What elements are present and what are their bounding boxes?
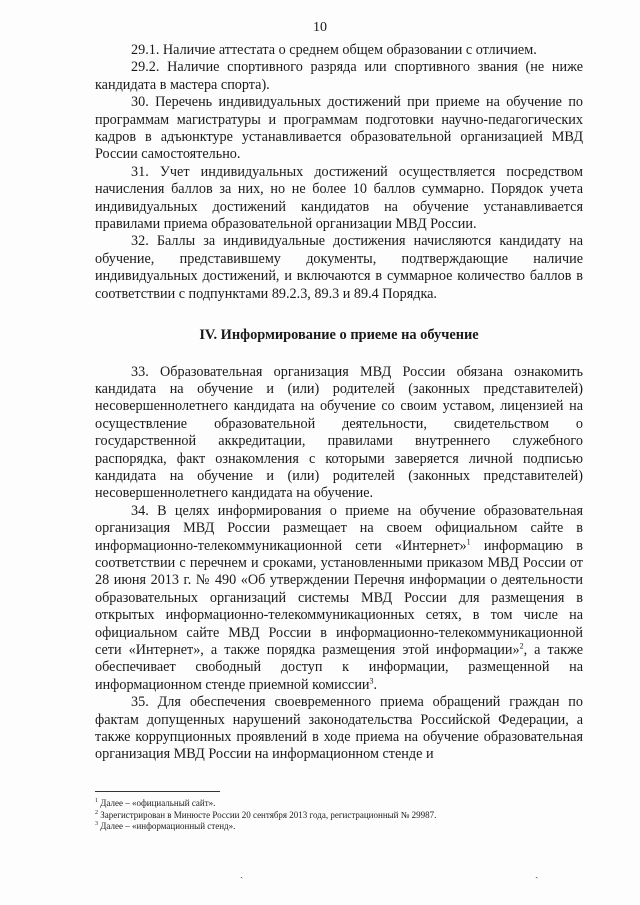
- paragraph-32: 32. Баллы за индивидуальные достижения начисляются кандидату на обучение, представившему документы, подтверждающие наличие индивидуальных достижений, и включаются в суммарное количество баллов в соответствии с подпунктами 89.2.3, 89.3 и 89.4 Порядка.: [95, 233, 583, 302]
- document-body: [95, 42, 583, 764]
- footnote-num: 1: [95, 798, 98, 804]
- paragraph-34-part4: .: [373, 676, 378, 693]
- footnote-2: [95, 810, 583, 822]
- footnote-1: [95, 798, 583, 810]
- scan-mark: ˏ: [535, 868, 539, 879]
- paragraph-34: [95, 503, 583, 694]
- footnote-3: [95, 821, 583, 833]
- paragraph-31: 31. Учет индивидуальных достижений осуществляется посредством начисления баллов за них, но не более 10 баллов суммарно. Порядок учета индивидуальных достижений кандидатов на обучение устанавливается правилами приема образовательной организации МВД России.: [95, 163, 583, 233]
- footnote-num: 3: [95, 821, 98, 827]
- footnote-num: 2: [95, 809, 98, 816]
- footnote-divider: [95, 791, 220, 792]
- paragraph-29-1: 29.1. Наличие аттестата о среднем общем образовании с отличием.: [131, 42, 537, 58]
- footnote-ref-1: 1: [466, 536, 471, 546]
- page-number: 10: [313, 20, 327, 35]
- paragraph-35: 35. Для обеспечения своевременного приема обращений граждан по фактам допущенных нарушений законодательства Российской Федерации, а также коррупционных проявлений в ходе приема на обучение образовательная организация МВД России на информационном стенде и: [95, 694, 583, 763]
- scan-mark: ˏ: [240, 868, 244, 879]
- footnote-text: Далее – «официальный сайт».: [100, 798, 216, 808]
- footnote-text: Зарегистрирован в Минюсте России 20 сентября 2013 года, регистрационный № 29987.: [100, 809, 437, 820]
- footnote-ref-2: 2: [519, 641, 524, 651]
- paragraph-33: 33. Образовательная организация МВД России обязана ознакомить кандидата на обучение и (или) родителей (законных представителей) несовершеннолетнего кандидата на обучение со своим уставом, лицензией на осуществление образовательной деятельности, свидетельством о государственной аккредитации, правилами внутреннего служебного распорядка, факт ознакомления с которыми заверяется личной подписью кандидата на обучение и (или) родителей (законных представителей) несовершеннолетнего кандидата на обучение.: [95, 363, 583, 502]
- footnote-ref-3: 3: [369, 676, 374, 686]
- paragraph-29-2: 29.2. Наличие спортивного разряда или спортивного звания (не ниже кандидата в мастера спорта).: [95, 59, 583, 93]
- paragraph-34-part1: 34. В целях информирования о приеме на обучение образовательная организация МВД России размещает на своем официальном сайте в информационно-телекоммуникационной сети «Интернет»: [95, 502, 583, 554]
- footnote-text: Далее – «информационный стенд».: [100, 821, 236, 831]
- footnotes: [95, 791, 583, 833]
- paragraph-34-part2: информацию в соответствии с перечнем и сроками, установленными приказом МВД России от 28 июня 2013 г. № 490 «Об утверждении Перечня информации о деятельности образовательных организаций системы МВД России для размещения в открытых информационно-телекоммуникационных сетях, в том числе на официальном сайте МВД России в информационно-телекоммуникационной сети «Интернет», а также порядка размещения этой информации»: [95, 537, 584, 658]
- section-heading: IV. Информирование о приеме на обучение: [199, 327, 479, 344]
- paragraph-30: 30. Перечень индивидуальных достижений при приеме на обучение по программам магистратуры и программам подготовки научно-педагогических кадров в адъюнктуре устанавливается образовательной организацией МВД России самостоятельно.: [95, 94, 583, 163]
- paragraph-34-part3: , а также обеспечивает свободный доступ к информации, размещенной на информационном стенде приемной комиссии: [95, 642, 584, 693]
